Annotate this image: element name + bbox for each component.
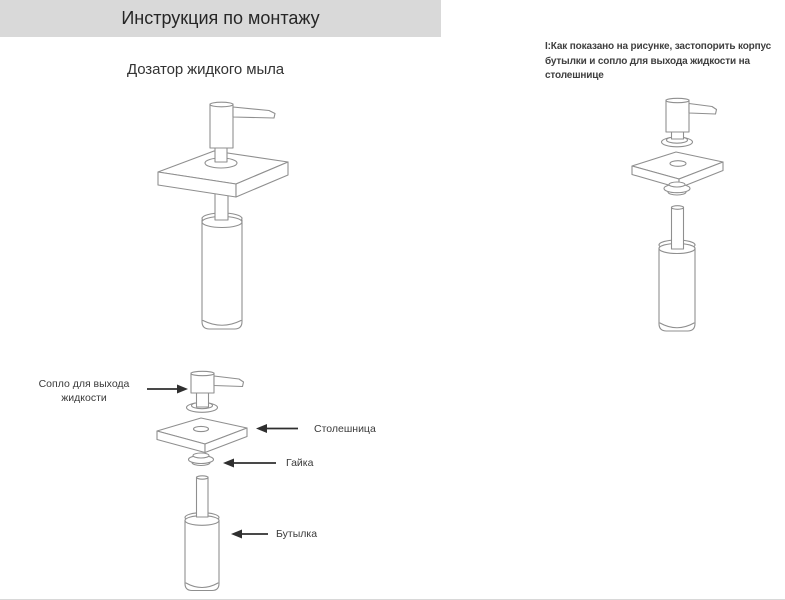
exploded-diagram-labeled [157, 371, 247, 590]
bottle-arrow-icon [231, 530, 268, 539]
nozzle-arrow-icon [147, 385, 188, 394]
countertop-arrow-icon [256, 424, 298, 433]
label-countertop: Столешница [314, 423, 376, 435]
nozzle-drawing [662, 98, 717, 147]
nut-arrow-icon [223, 459, 276, 468]
bottle-drawing [185, 476, 219, 591]
product-title: Дозатор жидкого мыла [127, 61, 285, 78]
bottle-drawing [202, 213, 242, 329]
nozzle-drawing [187, 371, 244, 412]
label-nozzle: Сопло для выхода жидкости [38, 378, 130, 404]
step-note-line: столешнице [545, 70, 604, 81]
bottle-drawing [659, 206, 695, 331]
nut-drawing [189, 453, 214, 466]
exploded-diagram-step [632, 98, 723, 331]
label-bottle: Бутылка [276, 528, 318, 540]
step-note-line: I:Как показано на рисунке, застопорить корпус [545, 41, 772, 52]
countertop-drawing [157, 418, 247, 453]
label-nut: Гайка [286, 457, 314, 469]
pointer-arrows [147, 385, 298, 539]
assembled-dispenser-drawing [158, 102, 288, 329]
page-title: Инструкция по монтажу [121, 8, 320, 28]
step-note-line: бутылки и сопло для выхода жидкости на [545, 55, 750, 67]
